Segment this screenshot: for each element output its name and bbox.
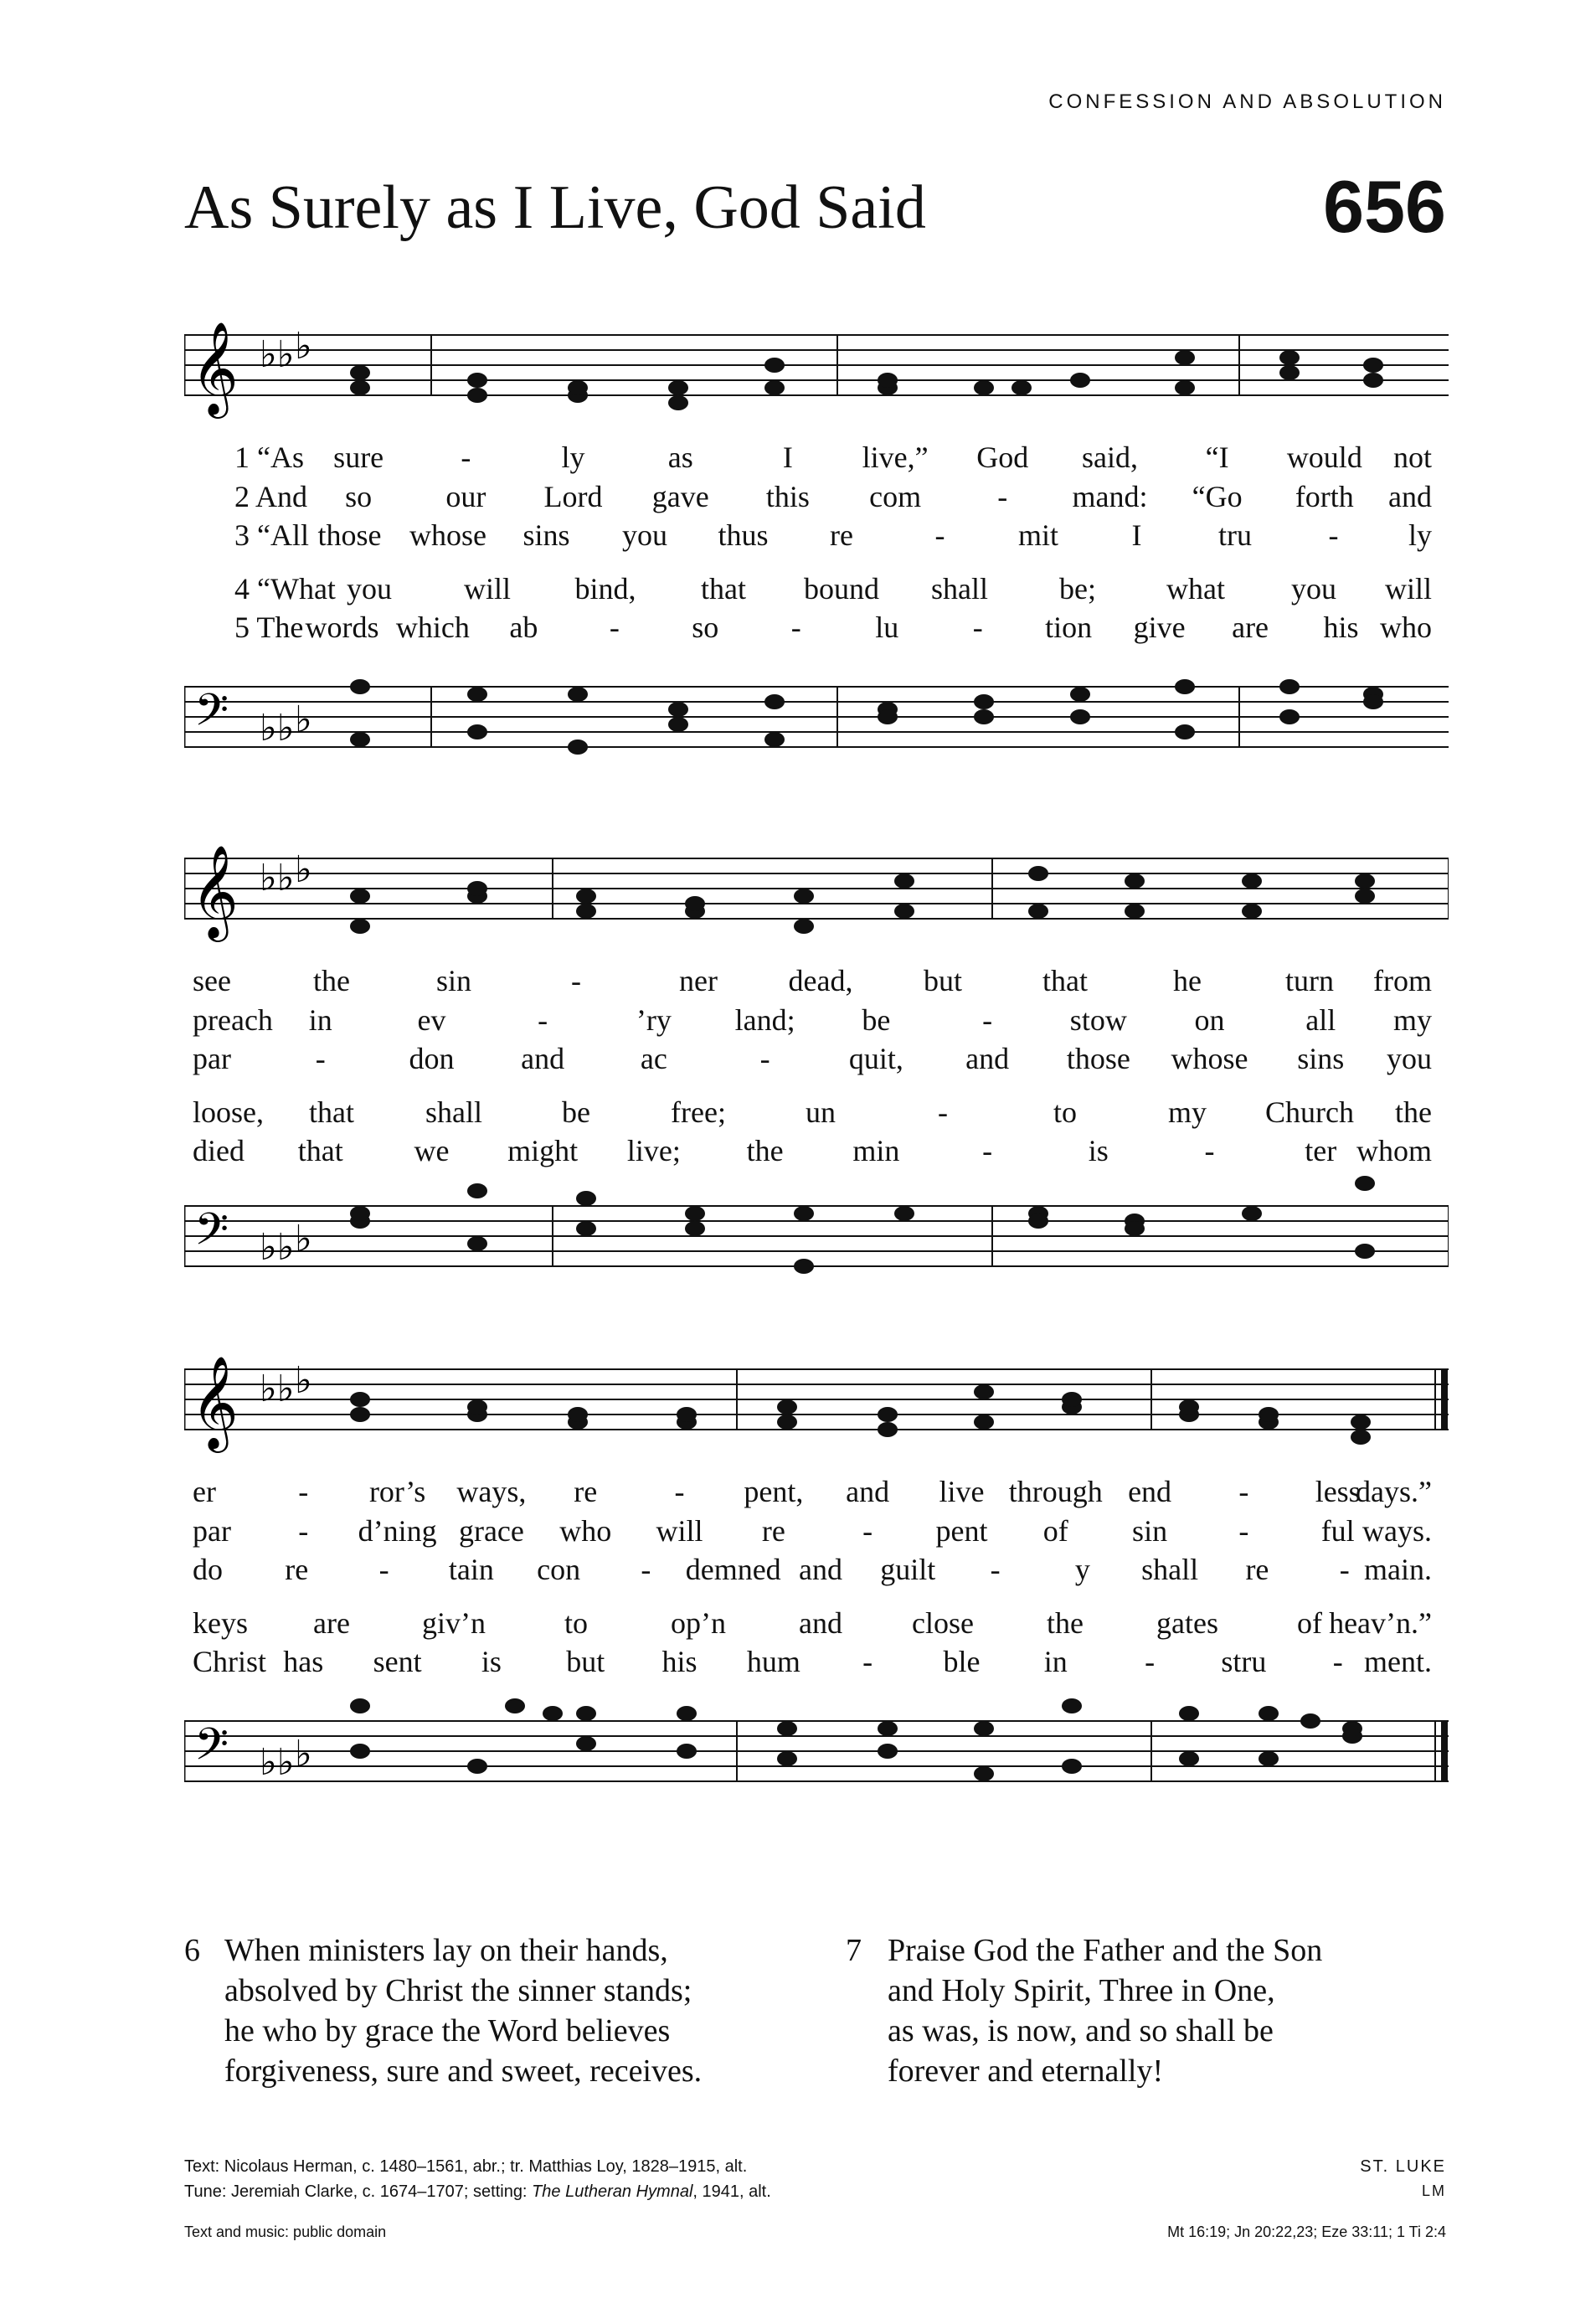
treble-staff — [184, 825, 1449, 951]
lyric-syllable: that — [309, 1095, 354, 1129]
hymn-title: As Surely as I Live, God Said — [184, 173, 926, 242]
lyric-syllable: tion — [1045, 611, 1093, 644]
lyric-line — [184, 479, 1449, 516]
lyric-syllable: and — [1388, 480, 1432, 513]
treble-staff — [184, 1336, 1449, 1461]
lyric-syllable: loose, — [193, 1095, 264, 1129]
lyric-syllable: d’ning — [358, 1514, 437, 1548]
stanza-line: forgiveness, sure and sweet, receives. — [224, 2053, 703, 2089]
lyric-line — [184, 1605, 1449, 1642]
lyric-syllable: all — [1305, 1003, 1336, 1037]
lyric-syllable: quit, — [848, 1042, 903, 1075]
lyric-syllable: whose — [409, 518, 486, 552]
lyric-syllable: grace — [458, 1514, 524, 1548]
lyric-syllable: are — [313, 1606, 350, 1640]
lyric-syllable: bound — [804, 572, 879, 605]
lyric-syllable: turn — [1285, 964, 1334, 997]
lyric-syllable: 2 And — [234, 480, 308, 513]
lyric-syllable: of — [1042, 1514, 1068, 1548]
stanza-line: as was, is now, and so shall be — [888, 2013, 1274, 2048]
lyric-syllable: sent — [373, 1645, 422, 1678]
lyric-syllable: in — [1043, 1645, 1068, 1678]
lyric-syllable: not — [1392, 441, 1432, 474]
lyric-syllable: the — [746, 1134, 784, 1167]
lyric-syllable: of — [1297, 1606, 1322, 1640]
lyric-syllable: 4 “What — [234, 572, 336, 605]
bass-staff — [184, 653, 1449, 787]
lyric-syllable: - — [298, 1514, 309, 1548]
lyric-syllable: close — [912, 1606, 974, 1640]
lyric-syllable: re — [574, 1475, 598, 1508]
lyric-line — [184, 1095, 1449, 1131]
lyric-syllable: - — [982, 1134, 993, 1167]
lyric-syllable: live; — [626, 1134, 681, 1167]
lyric-syllable: that — [1042, 964, 1088, 997]
stanza-number: 6 — [184, 1933, 200, 1968]
lyric-syllable: to — [564, 1606, 589, 1640]
stanza-line: forever and eternally! — [888, 2053, 1164, 2089]
lyric-line — [184, 1002, 1449, 1039]
lyric-syllable: op’n — [671, 1606, 726, 1640]
stanza-6 — [184, 1930, 821, 2098]
lyric-syllable: be — [862, 1003, 891, 1037]
lyric-syllable: might — [507, 1134, 579, 1167]
music-system-2 — [184, 800, 1449, 1319]
lyric-syllable: ab — [509, 611, 538, 644]
lyric-syllable: - — [790, 611, 801, 644]
svg-text:♭♭: ♭♭ — [260, 1368, 295, 1410]
lyric-line — [184, 1513, 1449, 1550]
lyric-syllable: stru — [1221, 1645, 1267, 1678]
lyric-syllable: from — [1373, 964, 1432, 997]
lyric-syllable: those — [317, 518, 382, 552]
lyric-syllable: sin — [435, 964, 472, 997]
lyric-syllable: “Go — [1192, 480, 1243, 513]
lyric-syllable: gave — [651, 480, 709, 513]
lyric-syllable: preach — [193, 1003, 273, 1037]
lyric-syllable: - — [1204, 1134, 1215, 1167]
svg-text:♭: ♭ — [295, 1733, 312, 1775]
lyric-syllable: whose — [1171, 1042, 1248, 1075]
lyric-syllable: what — [1166, 572, 1225, 605]
lyric-syllable: so — [692, 611, 719, 644]
lyric-syllable: will — [463, 572, 512, 605]
lyric-syllable: you — [1291, 572, 1336, 605]
lyric-syllable: bind, — [574, 572, 636, 605]
bass-staff — [184, 1688, 1449, 1822]
lyric-syllable: but — [566, 1645, 605, 1678]
lyric-syllable: ment. — [1364, 1645, 1432, 1678]
section-label: CONFESSION AND ABSOLUTION — [1048, 90, 1446, 113]
lyric-syllable: and — [799, 1553, 842, 1586]
lyric-syllable: words — [305, 611, 379, 644]
lyric-syllable: - — [1238, 1514, 1249, 1548]
lyric-syllable: the — [1395, 1095, 1432, 1129]
lyric-syllable: give — [1133, 611, 1186, 644]
lyric-syllable: is — [1088, 1134, 1109, 1167]
lyric-syllable: my — [1167, 1095, 1207, 1129]
lyric-syllable: this — [765, 480, 810, 513]
lyric-syllable: - — [862, 1514, 873, 1548]
lyric-syllable: as — [667, 441, 693, 474]
lyric-syllable: - — [1332, 1645, 1343, 1678]
lyric-syllable: has — [283, 1645, 324, 1678]
copyright-notice: Text and music: public domain — [184, 2224, 387, 2240]
lyric-line — [184, 571, 1449, 608]
lyric-line — [184, 440, 1449, 477]
lyric-syllable: whom — [1356, 1134, 1432, 1167]
lyric-syllable: demned — [685, 1553, 781, 1586]
lyric-syllable: pent — [935, 1514, 988, 1548]
lyric-syllable: ter — [1305, 1134, 1337, 1167]
lyric-syllable: ful — [1320, 1514, 1355, 1548]
lyric-syllable: land; — [734, 1003, 795, 1037]
lyric-syllable: live — [939, 1475, 985, 1508]
lyric-syllable: died — [193, 1134, 245, 1167]
lyric-line — [184, 518, 1449, 554]
lyric-syllable: - — [972, 611, 983, 644]
svg-text:♭♭: ♭♭ — [260, 333, 295, 376]
bass-staff — [184, 1172, 1449, 1306]
scripture-references: Mt 16:19; Jn 20:22,23; Eze 33:11; 1 Ti 2:4 — [1167, 2224, 1446, 2240]
lyric-syllable: through — [1008, 1475, 1103, 1508]
svg-text:♭♭: ♭♭ — [260, 707, 295, 750]
lyric-syllable: giv’n — [422, 1606, 486, 1640]
lyric-syllable: ly — [561, 441, 585, 474]
svg-text:♭♭: ♭♭ — [260, 1226, 295, 1269]
lyric-syllable: - — [997, 480, 1008, 513]
lyric-syllable: free; — [671, 1095, 726, 1129]
text-credit: Text: Nicolaus Herman, c. 1480–1561, abr.; tr. Matthias Loy, 1828–1915, alt. — [184, 2157, 748, 2176]
lyric-syllable: - — [1339, 1553, 1350, 1586]
lyric-line — [184, 1552, 1449, 1589]
lyric-syllable: ’ry — [636, 1003, 672, 1037]
svg-text:𝄞: 𝄞 — [191, 1355, 239, 1449]
lyric-syllable: and — [521, 1042, 565, 1075]
lyric-syllable: er — [193, 1475, 216, 1508]
meter: LM — [1421, 2182, 1446, 2199]
lyric-syllable: his — [1323, 611, 1359, 644]
lyric-syllable: our — [445, 480, 486, 513]
lyric-syllable: ways, — [456, 1475, 527, 1508]
lyric-syllable: you — [347, 572, 392, 605]
lyric-syllable: in — [308, 1003, 332, 1037]
svg-text:♭: ♭ — [295, 698, 312, 741]
lyric-syllable: - — [571, 964, 581, 997]
lyric-syllable: I — [782, 441, 793, 474]
lyric-syllable: com — [869, 480, 922, 513]
lyric-syllable: the — [1047, 1606, 1084, 1640]
tune-credit — [184, 2182, 771, 2202]
stanza-line: Praise God the Father and the Son — [888, 1933, 1323, 1968]
lyric-line — [184, 1474, 1449, 1511]
lyric-syllable: shall — [931, 572, 988, 605]
lyric-syllable: 5 The — [234, 611, 304, 644]
svg-text:♭: ♭ — [295, 1218, 312, 1260]
lyric-syllable: - — [990, 1553, 1001, 1586]
lyric-syllable: keys — [193, 1606, 248, 1640]
lyric-syllable: sin — [1132, 1514, 1168, 1548]
lyric-syllable: ner — [679, 964, 718, 997]
tune-name: ST. LUKE — [1360, 2157, 1446, 2176]
lyric-line — [184, 1041, 1449, 1078]
lyric-syllable: he — [1173, 964, 1202, 997]
svg-text:♭: ♭ — [295, 325, 312, 368]
tune-credit-suffix: , 1941, alt. — [692, 2182, 771, 2201]
lyric-syllable: that — [297, 1134, 343, 1167]
svg-text:𝄢: 𝄢 — [194, 1204, 229, 1266]
lyric-syllable: don — [409, 1042, 455, 1075]
lyric-syllable: those — [1066, 1042, 1130, 1075]
lyric-syllable: sins — [1297, 1042, 1345, 1075]
lyric-syllable: hum — [746, 1645, 800, 1678]
lyric-syllable: God — [976, 441, 1029, 474]
lyric-line — [184, 610, 1449, 647]
lyric-syllable: ror’s — [368, 1475, 426, 1508]
lyric-syllable: - — [759, 1042, 770, 1075]
lyric-syllable: will — [656, 1514, 703, 1548]
lyric-syllable: we — [414, 1134, 450, 1167]
lyric-syllable: shall — [425, 1095, 482, 1129]
lyric-line — [184, 1644, 1449, 1681]
lyric-syllable: sure — [333, 441, 384, 474]
lyric-syllable: 3 “All — [234, 518, 309, 552]
stanza-number: 7 — [846, 1933, 862, 1968]
lyric-syllable: which — [395, 611, 470, 644]
svg-text:♭♭: ♭♭ — [260, 1741, 295, 1784]
svg-text:𝄢: 𝄢 — [194, 1719, 229, 1781]
lyric-syllable: end — [1128, 1475, 1172, 1508]
lyric-syllable: re — [285, 1553, 309, 1586]
lyric-syllable: the — [313, 964, 350, 997]
lyric-syllable: stow — [1069, 1003, 1127, 1037]
lyric-syllable: ble — [943, 1645, 981, 1678]
lyric-syllable: gates — [1156, 1606, 1218, 1640]
lyric-syllable: heav’n.” — [1329, 1606, 1432, 1640]
lyric-syllable: - — [862, 1645, 873, 1678]
svg-text:𝄞: 𝄞 — [191, 844, 239, 938]
lyric-syllable: tru — [1218, 518, 1252, 552]
lyric-syllable: - — [538, 1003, 548, 1037]
lyric-syllable: forth — [1295, 480, 1354, 513]
lyric-syllable: so — [345, 480, 373, 513]
lyric-syllable: tain — [448, 1553, 494, 1586]
lyric-syllable: “I — [1205, 441, 1229, 474]
stanza-line: and Holy Spirit, Three in One, — [888, 1973, 1275, 2008]
lyric-line — [184, 1133, 1449, 1170]
svg-text:♭: ♭ — [295, 1359, 312, 1402]
stanza-line: When ministers lay on their hands, — [224, 1933, 668, 1968]
lyric-syllable: - — [938, 1095, 948, 1129]
lyric-syllable: mit — [1017, 518, 1059, 552]
lyric-syllable: who — [559, 1514, 612, 1548]
tune-credit-source: The Lutheran Hymnal — [532, 2182, 693, 2201]
lyric-line — [184, 963, 1449, 1000]
lyric-syllable: - — [1238, 1475, 1249, 1508]
lyric-syllable: - — [315, 1042, 326, 1075]
lyric-syllable: and — [799, 1606, 842, 1640]
lyric-syllable: that — [701, 572, 746, 605]
stanza-line: he who by grace the Word believes — [224, 2013, 671, 2048]
lyric-syllable: min — [852, 1134, 900, 1167]
lyric-syllable: - — [298, 1475, 309, 1508]
lyric-syllable: and — [965, 1042, 1010, 1075]
lyric-syllable: - — [674, 1475, 685, 1508]
lyric-syllable: do — [193, 1553, 223, 1586]
lyric-syllable: shall — [1141, 1553, 1199, 1586]
lyric-syllable: and — [846, 1475, 890, 1508]
lyric-syllable: - — [982, 1003, 993, 1037]
stanza-7 — [846, 1930, 1432, 2098]
lyric-syllable: - — [641, 1553, 651, 1586]
lyric-syllable: you — [622, 518, 667, 552]
lyric-syllable: pent, — [744, 1475, 804, 1508]
lyric-syllable: re — [761, 1514, 785, 1548]
lyric-syllable: Church — [1265, 1095, 1354, 1129]
lyric-syllable: my — [1392, 1003, 1432, 1037]
svg-text:♭♭: ♭♭ — [260, 857, 295, 899]
lyric-syllable: ly — [1408, 518, 1432, 552]
lyric-syllable: ac — [640, 1042, 667, 1075]
lyric-syllable: 1 “As — [234, 441, 304, 474]
lyric-syllable: main. — [1364, 1553, 1432, 1586]
lyric-syllable: to — [1053, 1095, 1078, 1129]
lyric-syllable: guilt — [880, 1553, 936, 1586]
lyric-syllable: but — [923, 964, 963, 997]
svg-text:𝄢: 𝄢 — [194, 685, 229, 747]
lyric-syllable: re — [830, 518, 853, 552]
lyric-syllable: I — [1131, 518, 1142, 552]
lyric-syllable: less — [1315, 1475, 1361, 1508]
lyric-syllable: un — [806, 1095, 836, 1129]
lyric-syllable: sins — [522, 518, 570, 552]
stanza-line: absolved by Christ the sinner stands; — [224, 1973, 692, 2008]
lyric-syllable: - — [461, 441, 471, 474]
lyric-syllable: ev — [417, 1003, 446, 1037]
svg-text:𝄞: 𝄞 — [191, 321, 239, 415]
lyric-syllable: be; — [1059, 572, 1096, 605]
lyric-syllable: would — [1286, 441, 1362, 474]
lyric-syllable: live,” — [862, 441, 929, 474]
lyric-syllable: re — [1245, 1553, 1269, 1586]
lyric-syllable: see — [193, 964, 231, 997]
lyric-syllable: - — [378, 1553, 389, 1586]
lyric-syllable: you — [1387, 1042, 1432, 1075]
lyric-syllable: - — [609, 611, 620, 644]
lyric-syllable: is — [481, 1645, 502, 1678]
lyric-syllable: ways. — [1362, 1514, 1432, 1548]
lyric-syllable: con — [537, 1553, 581, 1586]
lyric-syllable: Christ — [193, 1645, 267, 1678]
lyric-syllable: said, — [1081, 441, 1138, 474]
music-system-3 — [184, 1311, 1449, 1880]
lyric-syllable: will — [1384, 572, 1432, 605]
music-system-1 — [184, 276, 1449, 863]
lyric-syllable: are — [1232, 611, 1269, 644]
lyric-syllable: dead, — [788, 964, 853, 997]
lyric-syllable: mand: — [1072, 480, 1148, 513]
lyric-syllable: thus — [718, 518, 769, 552]
lyric-syllable: - — [934, 518, 945, 552]
tune-credit-prefix: Tune: Jeremiah Clarke, c. 1674–1707; setting: — [184, 2182, 533, 2201]
lyric-syllable: who — [1380, 611, 1432, 644]
treble-staff — [184, 301, 1449, 427]
lyric-syllable: y — [1074, 1553, 1090, 1586]
hymn-number: 656 — [1323, 165, 1446, 248]
lyric-syllable: par — [193, 1514, 231, 1548]
lyric-syllable: - — [1328, 518, 1339, 552]
lyric-syllable: be — [562, 1095, 590, 1129]
lyric-syllable: Lord — [543, 480, 603, 513]
lyric-syllable: his — [661, 1645, 697, 1678]
lyric-syllable: par — [193, 1042, 231, 1075]
lyric-syllable: lu — [875, 611, 899, 644]
lyric-syllable: on — [1194, 1003, 1225, 1037]
lyric-syllable: - — [1145, 1645, 1156, 1678]
lyric-syllable: days.” — [1356, 1475, 1432, 1508]
svg-text:♭: ♭ — [295, 848, 312, 891]
